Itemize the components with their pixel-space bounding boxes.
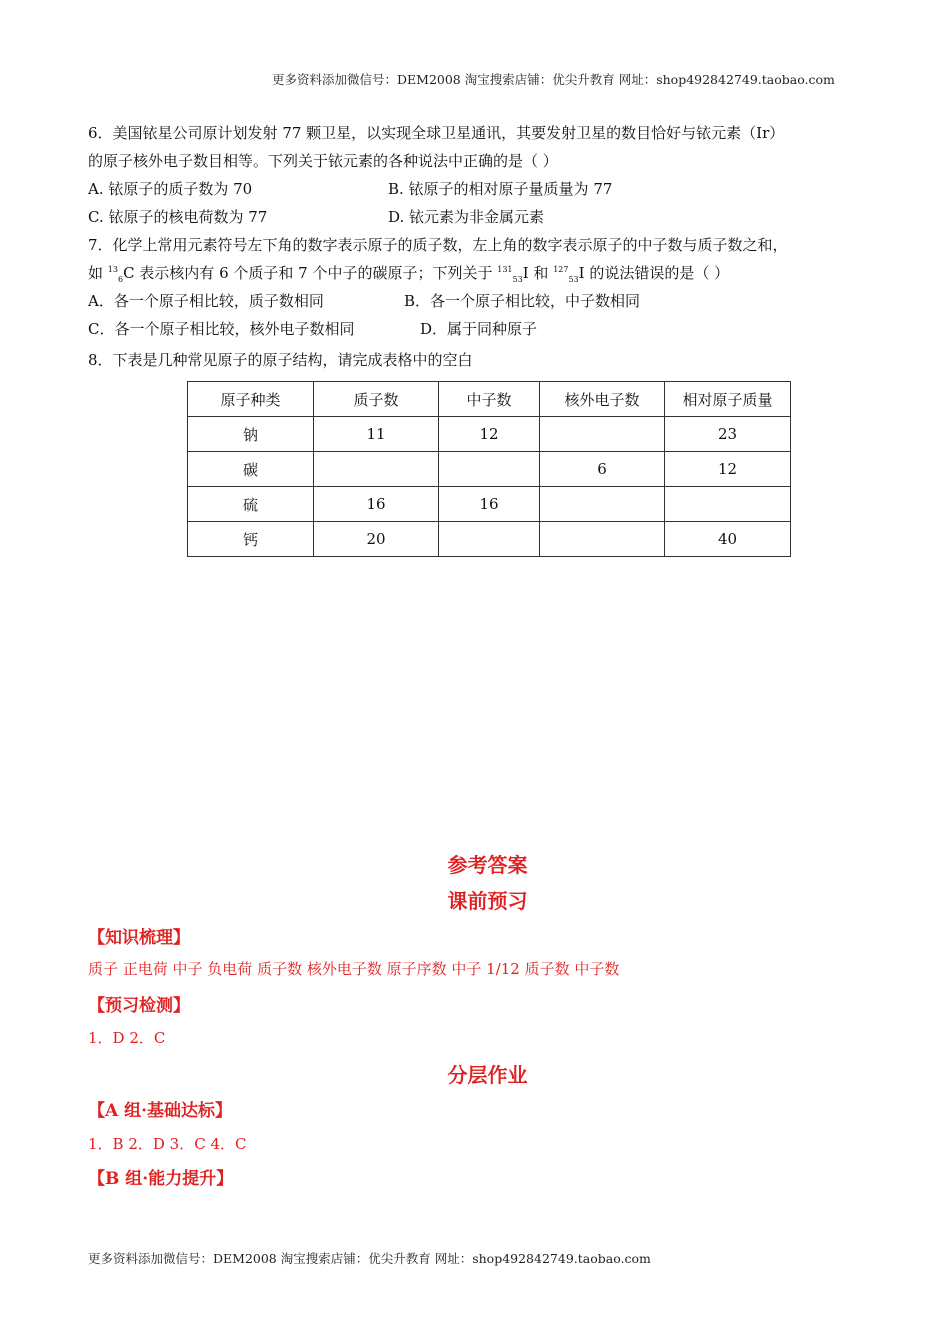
iodine127-mass-number: 127	[553, 265, 569, 274]
table-cell: 硫	[188, 487, 314, 522]
table-cell: 20	[314, 522, 439, 557]
iodine127-atomic-number: 53	[568, 275, 579, 284]
q7-option-c: C．各一个原子相比较，核外电子数相同	[88, 320, 355, 338]
table-header-row	[188, 382, 791, 417]
table-cell: 11	[314, 417, 439, 452]
header-cell: 中子数	[439, 382, 540, 417]
q6-stem-line2: 的原子核外电子数目相等。下列关于铱元素的各种说法中正确的是（ ）	[88, 152, 558, 170]
table-cell[interactable]	[540, 487, 665, 522]
header-cell: 原子种类	[188, 382, 314, 417]
q6-option-d: D. 铱元素为非金属元素	[388, 208, 545, 226]
table-row	[188, 487, 791, 522]
q6-option-b: B. 铱原子的相对原子量质量为 77	[388, 180, 613, 198]
group-a-answers: 1．B 2．D 3．C 4．C	[88, 1135, 247, 1153]
header-cell: 相对原子质量	[665, 382, 791, 417]
q7-option-a: A．各一个原子相比较，质子数相同	[88, 292, 324, 310]
q7-text-d: I 的说法错误的是（ ）	[578, 264, 730, 282]
table-row	[188, 452, 791, 487]
header-cell: 质子数	[314, 382, 439, 417]
page-header: 更多资料添加微信号：DEM2008 淘宝搜索店铺：优尖升教育 网址：shop492842749.taobao.com	[272, 72, 835, 87]
page-footer: 更多资料添加微信号：DEM2008 淘宝搜索店铺：优尖升教育 网址：shop492842749.taobao.com	[88, 1251, 651, 1266]
header-cell: 核外电子数	[540, 382, 665, 417]
table-cell[interactable]	[439, 452, 540, 487]
iodine131-mass-number: 131	[497, 265, 513, 274]
table-cell[interactable]	[540, 417, 665, 452]
knowledge-answers: 质子 正电荷 中子 负电荷 质子数 核外电子数 原子序数 中子 1/12 质子数 中子数	[88, 960, 620, 978]
q7-stem-line2	[88, 263, 729, 283]
table-cell: 钙	[188, 522, 314, 557]
q7-stem-line1: 7．化学上常用元素符号左下角的数字表示原子的质子数，左上角的数字表示原子的中子数与质子数之和，	[88, 236, 788, 254]
q6-stem-line1: 6．美国铱星公司原计划发射 77 颗卫星，以实现全球卫星通讯，其要发射卫星的数目恰好与铱元素（Ir）	[88, 124, 785, 142]
iodine131-atomic-number: 53	[512, 275, 523, 284]
table-cell: 16	[439, 487, 540, 522]
table-cell: 23	[665, 417, 791, 452]
heading-group-a: 【A 组·基础达标】	[88, 1101, 233, 1121]
table-row	[188, 522, 791, 557]
q8-stem: 8．下表是几种常见原子的原子结构，请完成表格中的空白	[88, 351, 473, 369]
section-homework-title: 分层作业	[447, 1063, 528, 1087]
q7-option-b: B．各一个原子相比较，中子数相同	[404, 292, 641, 310]
table-cell: 6	[540, 452, 665, 487]
table-cell[interactable]	[439, 522, 540, 557]
table-cell[interactable]	[314, 452, 439, 487]
table-cell: 16	[314, 487, 439, 522]
atom-structure-table	[187, 381, 791, 557]
heading-group-b: 【B 组·能力提升】	[88, 1169, 234, 1189]
table-cell: 40	[665, 522, 791, 557]
q6-option-c: C. 铱原子的核电荷数为 77	[88, 208, 268, 226]
table-cell: 碳	[188, 452, 314, 487]
section-preview-title: 课前预习	[447, 889, 528, 913]
q7-text-a: 如	[88, 264, 108, 282]
q7-text-b: C 表示核内有 6 个质子和 7 个中子的碳原子；下列关于	[123, 264, 498, 282]
q7-option-d: D．属于同种原子	[420, 320, 538, 338]
carbon-mass-number: 13	[107, 265, 118, 274]
q7-text-c: I 和	[522, 264, 554, 282]
table-cell[interactable]	[665, 487, 791, 522]
heading-preview-check: 【预习检测】	[88, 996, 190, 1016]
table-cell: 12	[665, 452, 791, 487]
q6-option-a: A. 铱原子的质子数为 70	[88, 180, 253, 198]
table-cell: 12	[439, 417, 540, 452]
heading-knowledge: 【知识梳理】	[88, 928, 190, 948]
table-cell[interactable]	[540, 522, 665, 557]
table-cell: 钠	[188, 417, 314, 452]
carbon-atomic-number: 6	[117, 275, 124, 284]
preview-answers: 1．D 2．C	[88, 1029, 166, 1047]
table-row	[188, 417, 791, 452]
answers-title: 参考答案	[447, 853, 528, 877]
